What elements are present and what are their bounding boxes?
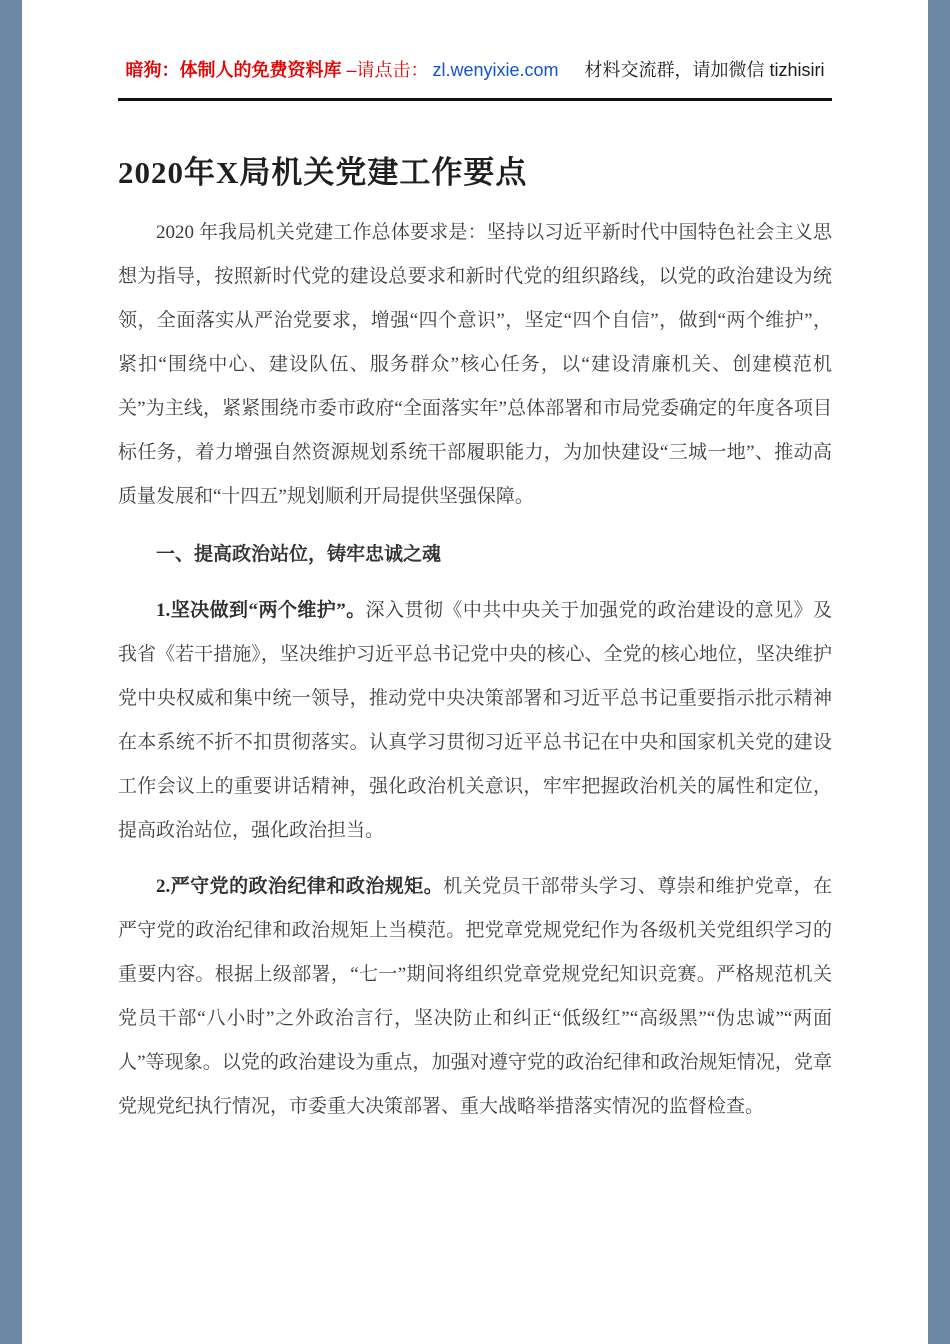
contact-info: 材料交流群，请加微信 tizhisiri	[584, 60, 825, 80]
right-page-border	[928, 0, 950, 1344]
page-title: 2020年X局机关党建工作要点	[118, 155, 528, 190]
item-paragraph-1	[118, 589, 832, 853]
header-divider	[118, 98, 832, 101]
item-1-body: 深入贯彻《中共中央关于加强党的政治建设的意见》及我省《若干措施》，坚决维护习近平总书记党中央的核心、全党的核心地位，坚决维护党中央权威和集中统一领导，推动党中央决策部署和习近平总书记重要指示批示精神在本系统不折不扣贯彻落实。认真学习贯彻习近平总书记在中央和国家机关党的建设工作会议上的重要讲话精神，强化政治机关意识，牢牢把握政治机关的属性和定位，提高政治站位，强化政治担当。	[118, 600, 832, 842]
left-page-border	[0, 0, 22, 1344]
item-paragraph-2	[118, 865, 832, 1129]
page-content	[22, 0, 928, 1344]
intro-paragraph: 2020 年我局机关党建工作总体要求是：坚持以习近平新时代中国特色社会主义思想为指导，按照新时代党的建设总要求和新时代党的组织路线，以党的政治建设为统领，全面落实从严治党要求，增强“四个意识”，坚定“四个自信”，做到“两个维护”，紧扣“围绕中心、建设队伍、服务群众”核心任务，以“建设清廉机关、创建模范机关”为主线，紧紧围绕市委市政府“全面落实年”总体部署和市局党委确定的年度各项目标任务，着力增强自然资源规划系统干部履职能力，为加快建设“三城一地”、推动高质量发展和“十四五”规划顺利开局提供坚强保障。	[118, 222, 832, 508]
item-2-body: 机关党员干部带头学习、尊崇和维护党章，在严守党的政治纪律和政治规矩上当模范。把党章党规党纪作为各级机关党组织学习的重要内容。根据上级部署，“七一”期间将组织党章党规党纪知识竞赛。严格规范机关党员干部“八小时”之外政治言行，坚决防止和纠正“低级红”“高级黑”“伪忠诚”“两面人”等现象。以党的政治建设为重点，加强对遵守党的政治纪律和政治规矩情况，党章党规党纪执行情况，市委重大决策部署、重大战略举措落实情况的监督检查。	[118, 876, 832, 1118]
item-1-lead: 1.坚决做到“两个维护”。	[156, 600, 366, 622]
item-2-lead: 2.严守党的政治纪律和政治规矩。	[156, 876, 444, 898]
site-name: 暗狗：体制人的免费资料库	[125, 60, 342, 80]
site-link[interactable]: zl.wenyixie.com	[432, 60, 559, 80]
click-prompt: –请点击：	[341, 60, 429, 80]
header-banner	[118, 56, 832, 82]
section-heading: 一、提高政治站位，铸牢忠诚之魂	[156, 544, 442, 566]
